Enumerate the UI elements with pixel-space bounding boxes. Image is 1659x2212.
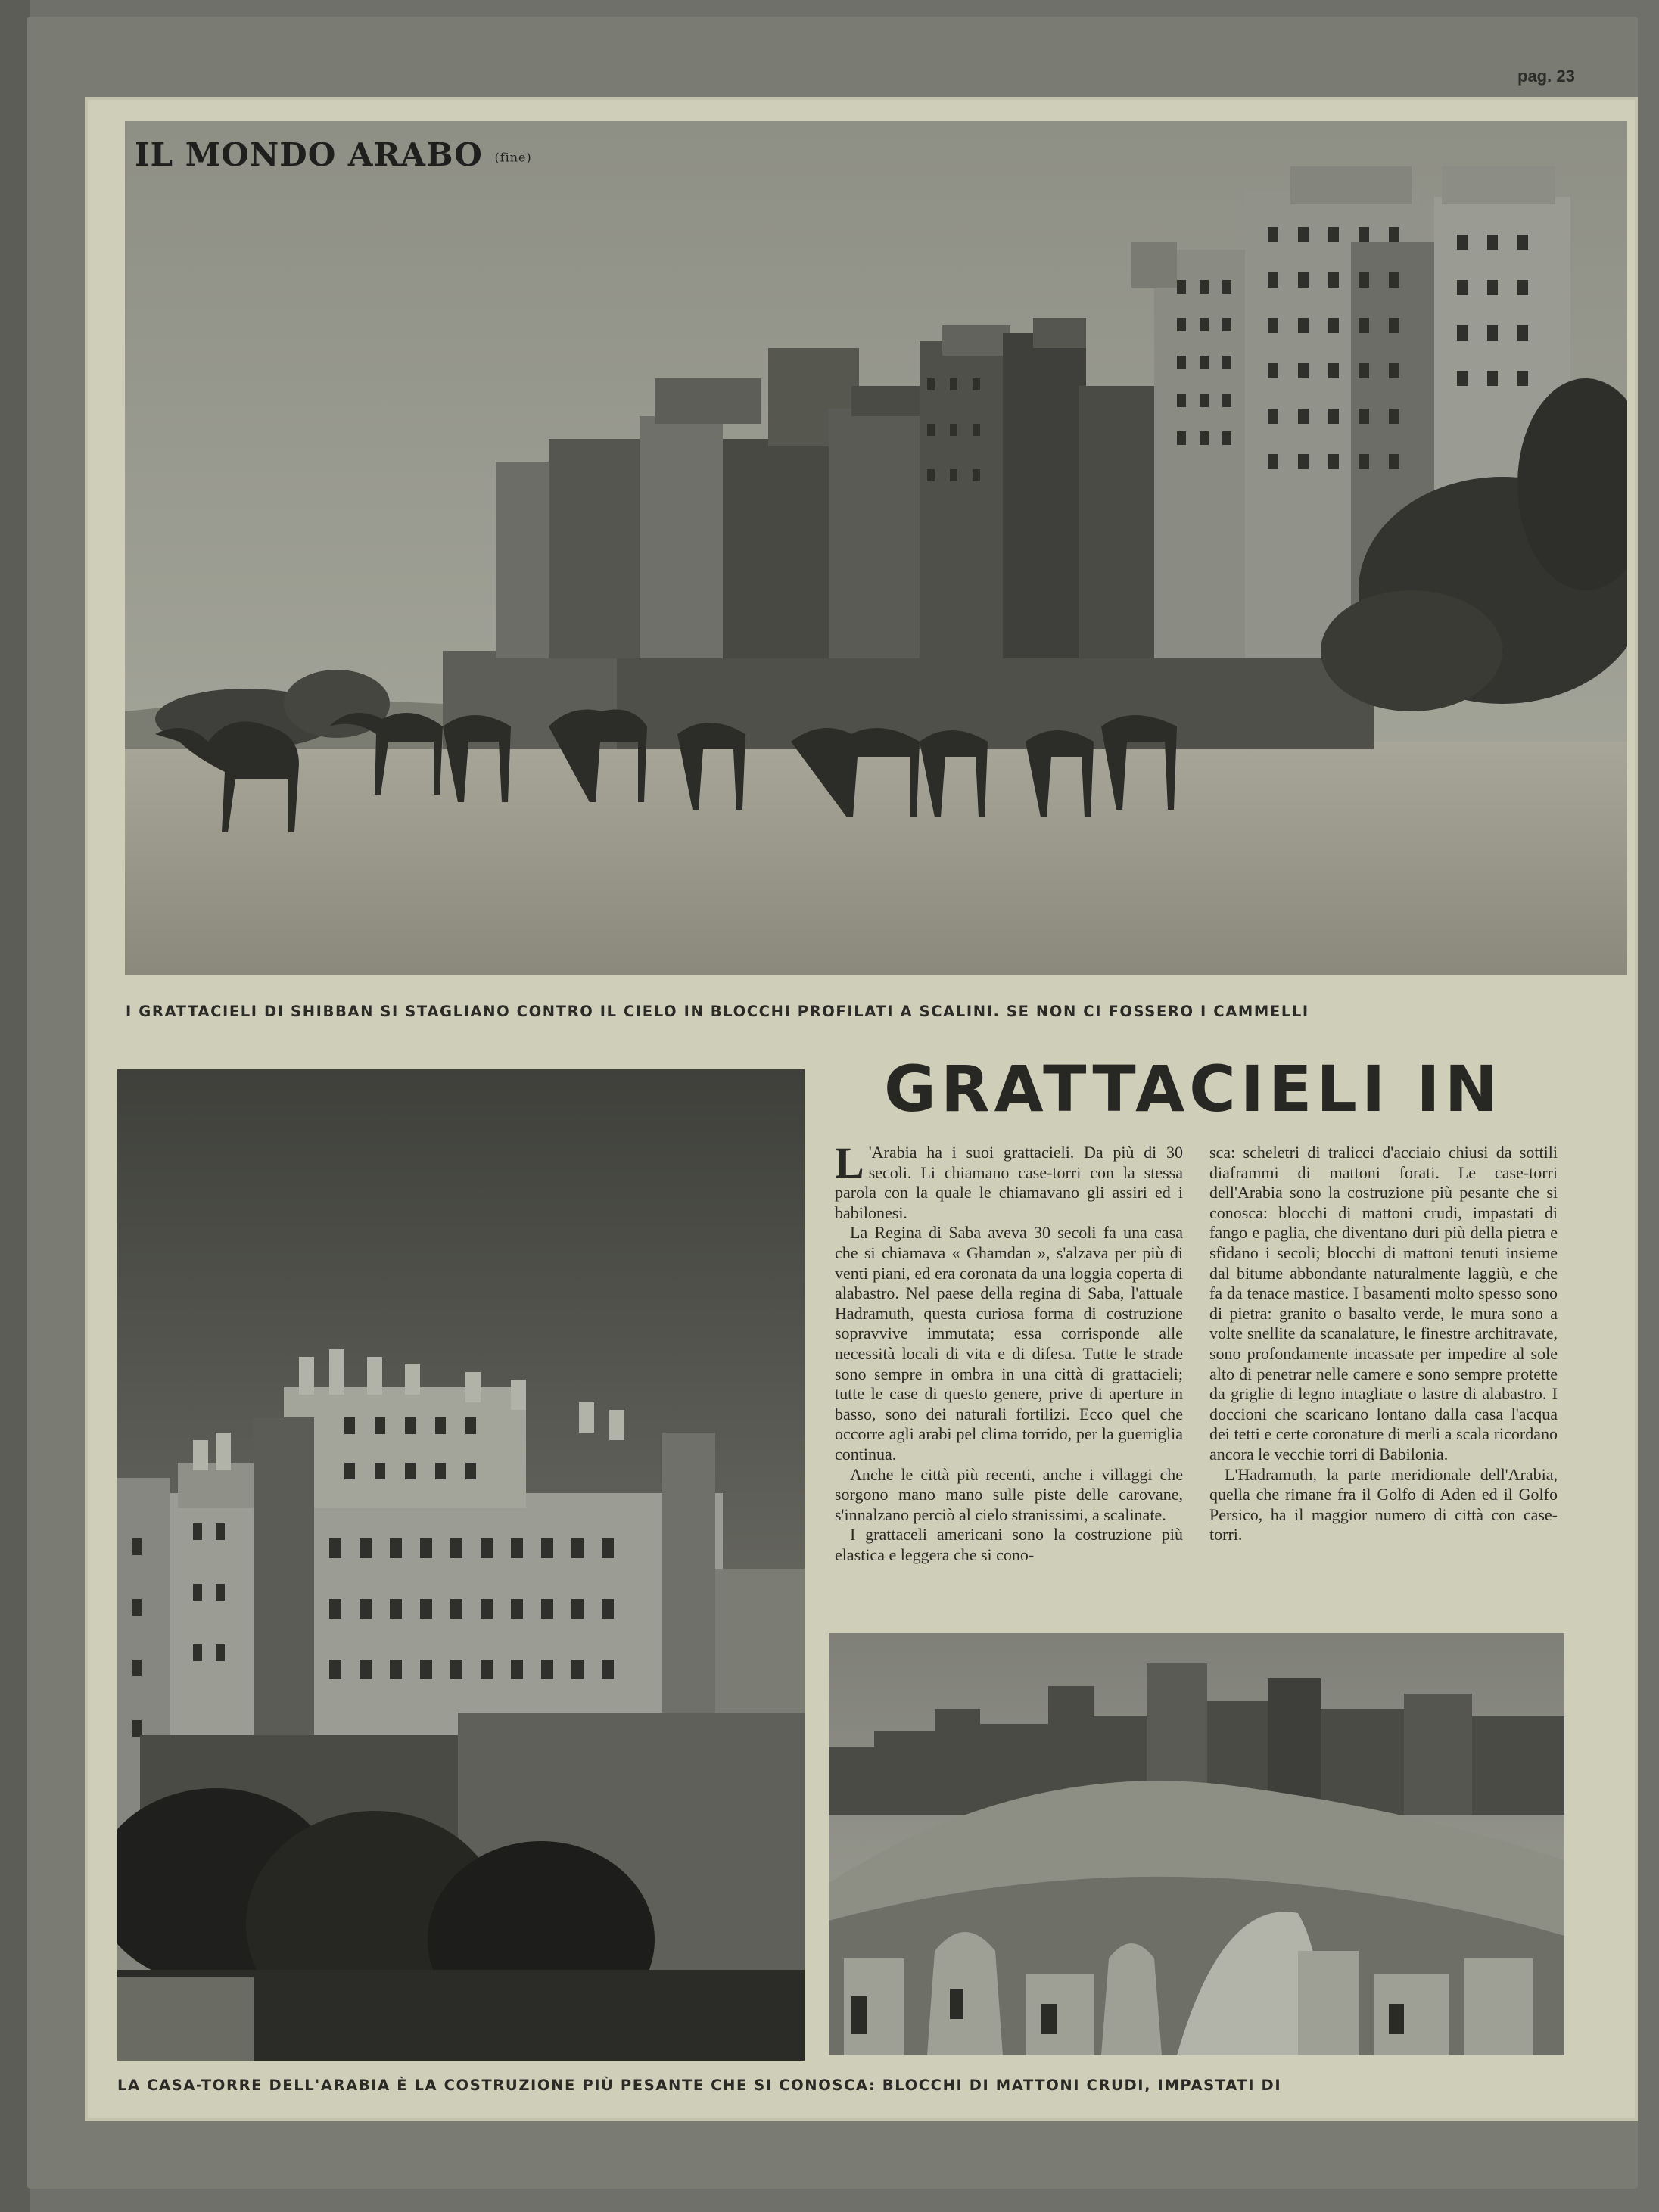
section-title-suffix: (fine)	[494, 150, 532, 165]
article-paragraph: sca: scheletri di tralicci d'acciaio chiusi da sottili diaframmi di mattoni forati. Le case-torri dell'Arabia sono la costruzione più pesante che si conosca: blocchi di mattoni crudi, impastati di fango e paglia, che diventano duri più della pietra e sfidano i secoli; blocchi di mattoni tenuti insieme dal bitume abbondante naturalmente laggiù, e che fa da tenace mastice. I basamenti molto spesso sono di pietra: granito o basalto verde, le mura sono a volte snellite da scanalature, le finestre architravate, sono profondamente incassate per impedire al sole alto di penetrar nelle camere e sono sempre protette da griglie di legno intagliate o lastre di alabastro. I doccioni che scaricano lontano dalla casa l'acqua dei tetti e certe coronature di merli a scala ricordano ancora le vecchie torri di Babilonia.	[1209, 1143, 1558, 1464]
caption-top-photo: I GRATTACIELI DI SHIBBAN SI STAGLIANO CONTRO IL CIELO IN BLOCCHI PROFILATI A SCALINI. SE NON CI FOSSERO I CAMMELLI	[126, 1003, 1309, 1020]
photo-tower-house	[117, 1069, 805, 2061]
section-title	[135, 136, 532, 173]
binding-edge	[0, 0, 30, 2212]
page-number: pag. 23	[1517, 67, 1575, 86]
headline: GRATTACIELI IN	[884, 1052, 1502, 1126]
section-title-main: IL MONDO ARABO	[135, 136, 483, 173]
photo-hillside-village	[829, 1633, 1564, 2055]
article-column-2	[1209, 1143, 1558, 1545]
paragraph-text: 'Arabia ha i suoi grattacieli. Da più di 30 secoli. Li chiamano case-torri con la stessa parola con la quale le chiamavano gli assiri ed i babilonesi.	[835, 1143, 1183, 1222]
article-paragraph: I grattaceli americani sono la costruzione più elastica e leggera che si cono-	[835, 1525, 1183, 1564]
photo-shibam-skyscrapers	[125, 121, 1627, 975]
dropcap: L	[835, 1138, 864, 1187]
article-paragraph: La Regina di Saba aveva 30 secoli fa una casa che si chiamava « Ghamdan », s'alzava per più di venti piani, ed era coronata da una loggia coperta di alabastro. Nel paese della regina di Saba, l'attuale Hadramuth, questa curiosa forma di costruzione sopravvive immutata; essa corrisponde alle necessità locali di vita e di difesa. Tutte le strade sono sempre in ombra in una città di grattacieli; tutte le case di questo genere, prive di aperture in basso, sono dei naturali fortilizi. Ecco quel che occorre agli arabi pel clima torrido, per la guerriglia continua.	[835, 1223, 1183, 1464]
article-paragraph	[835, 1138, 1183, 1223]
caption-bottom-photo: LA CASA-TORRE DELL'ARABIA È LA COSTRUZIONE PIÙ PESANTE CHE SI CONOSCA: BLOCCHI DI MATTONI CRUDI, IMPASTATI DI	[117, 2077, 1282, 2094]
article-column-1	[835, 1138, 1183, 1565]
article-paragraph: Anche le città più recenti, anche i villaggi che sorgono mano mano sulle piste delle carovane, s'innalzano perciò al cielo stranissimi, a scalinate.	[835, 1464, 1183, 1524]
article-paragraph: L'Hadramuth, la parte meridionale dell'Arabia, quella che rimane fra il Golfo di Aden ed il Golfo Persico, ha il maggior numero di città con case-torri.	[1209, 1464, 1558, 1545]
